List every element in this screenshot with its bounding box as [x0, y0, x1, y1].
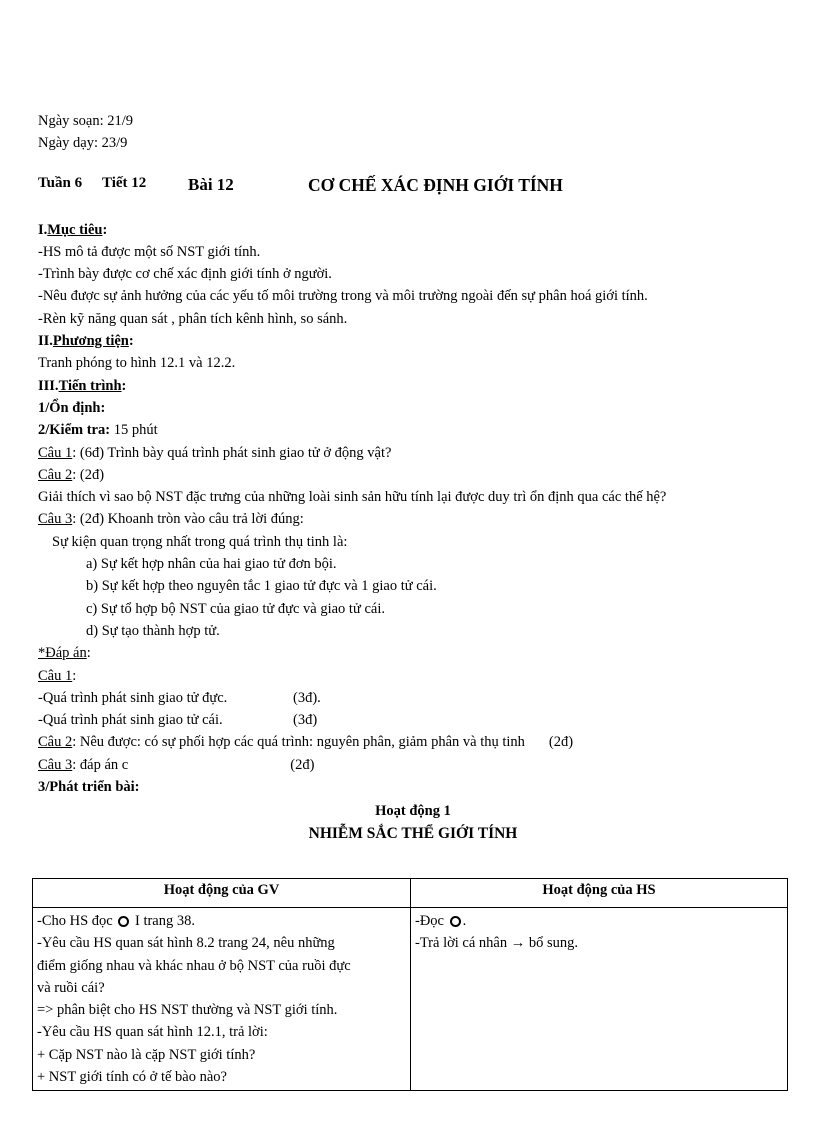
question-3-stem: Sự kiện quan trọng nhất trong quá trình thụ tinh là: — [52, 533, 348, 550]
ngay-soan: Ngày soạn: 21/9 — [38, 113, 134, 129]
gv-line: -Yêu cầu HS quan sát hình 12.1, trả lời: — [37, 1024, 268, 1041]
answer-text: -Quá trình phát sinh giao tử cái. — [38, 712, 223, 729]
answer-1-heading — [38, 665, 788, 687]
circle-symbol-icon — [118, 916, 129, 927]
table-header-row — [33, 879, 788, 908]
col-header-hs: Hoạt động của HS — [411, 879, 788, 908]
section-number: II. — [38, 333, 53, 350]
answer-score: (3đ). — [293, 689, 321, 706]
lesson-number: Bài 12 — [188, 174, 234, 194]
question-text: : (6đ) Trình bày quá trình phát sinh giao tử ở động vật? — [72, 444, 392, 461]
lesson-page — [38, 110, 788, 845]
answer-key-label: *Đáp án — [38, 645, 87, 662]
option-c: c) Sự tổ hợp bộ NST của giao tử đực và giao tử cái. — [86, 600, 385, 617]
question-label: Câu 1 — [38, 444, 73, 461]
answer-1-line-2 — [38, 709, 788, 731]
section-heading: Tiến trình — [58, 377, 122, 394]
gv-line: => phân biệt cho HS NST thường và NST giới tính. — [37, 1002, 338, 1019]
gv-line: -Yêu cầu HS quan sát hình 8.2 trang 24, nêu những — [37, 935, 335, 952]
activity-title: Hoạt động 1 — [375, 803, 451, 820]
gv-line — [37, 910, 406, 932]
answer-key-colon: : — [86, 645, 91, 662]
option-b: b) Sự kết hợp theo nguyên tắc 1 giao tử đực và 1 giao tử cái. — [86, 578, 437, 595]
answer-label: Câu 1 — [38, 667, 73, 684]
section-colon: : — [121, 377, 127, 394]
table-row — [33, 908, 788, 1091]
section-muc-tieu — [38, 219, 788, 241]
section-phuong-tien — [38, 330, 788, 352]
hs-cell — [411, 908, 788, 1091]
section-number: III. — [38, 377, 59, 394]
question-3 — [38, 508, 788, 530]
circle-symbol-icon — [450, 916, 461, 927]
section-number: I. — [38, 221, 48, 238]
option-d: d) Sự tạo thành hợp tử. — [86, 622, 220, 639]
page-title: CƠ CHẾ XÁC ĐỊNH GIỚI TÍNH — [308, 174, 563, 195]
question-label: Câu 2 — [38, 466, 73, 483]
answer-score: (2đ) — [548, 734, 574, 751]
question-2 — [38, 464, 788, 486]
kiem-tra — [38, 419, 788, 441]
title-row — [38, 175, 788, 201]
answer-2 — [38, 731, 788, 753]
hs-line-text: bổ sung. — [528, 935, 579, 952]
answer-text: : Nêu được: có sự phối hợp các quá trình: nguyên phân, giảm phân và thụ tinh — [72, 734, 525, 751]
objective-item: -Rèn kỹ năng quan sát , phân tích kênh hình, so sánh. — [38, 310, 348, 327]
materials-text: Tranh phóng to hình 12.1 và 12.2. — [38, 355, 236, 372]
objective-item: -Nêu được sự ảnh hưởng của các yếu tố môi trường trong và môi trường ngoài đến sự phân hoá giới tính. — [38, 288, 648, 305]
arrow-right-icon: → — [510, 935, 526, 952]
answer-score: (3đ) — [293, 712, 318, 729]
section-heading: Phương tiện — [52, 333, 129, 350]
objective-item: -HS mô tả được một số NST giới tính. — [38, 243, 261, 260]
section-colon: : — [102, 221, 108, 238]
hs-line — [415, 932, 783, 954]
gv-line: và ruồi cái? — [37, 979, 105, 996]
question-label: Câu 3 — [38, 511, 73, 528]
section-heading: Mục tiêu — [47, 221, 103, 238]
option-a: a) Sự kết hợp nhân của hai giao tử đơn bội. — [86, 556, 337, 573]
answer-text: : đáp án c — [72, 756, 129, 773]
gv-line-text: -Cho HS đọc — [37, 913, 113, 929]
answer-score: (2đ) — [290, 756, 315, 773]
phat-trien-bai: 3/Phát triển bài: — [38, 779, 140, 796]
week-label: Tuần 6 — [38, 174, 83, 191]
question-text: : (2đ) Khoanh tròn vào câu trả lời đúng: — [72, 511, 304, 528]
section-colon: : — [128, 333, 134, 350]
kiem-tra-label: 2/Kiểm tra: — [38, 422, 111, 439]
ngay-day: Ngày dạy: 23/9 — [38, 135, 128, 152]
objective-item: -Trình bày được cơ chế xác định giới tính ở người. — [38, 266, 332, 283]
gv-cell — [33, 908, 411, 1091]
question-1 — [38, 442, 788, 464]
answer-text: -Quá trình phát sinh giao tử đực. — [38, 689, 228, 706]
answer-label: Câu 3 — [38, 756, 73, 773]
hs-line-text: -Đọc — [415, 913, 444, 929]
answer-1-line-1 — [38, 687, 788, 709]
gv-line-text: I trang 38. — [134, 913, 195, 929]
on-dinh: 1/Ổn định: — [38, 399, 106, 416]
answer-3 — [38, 754, 788, 776]
section-tien-trinh — [38, 375, 788, 397]
activity-table — [32, 878, 788, 1091]
period-label: Tiết 12 — [102, 174, 147, 191]
hs-line — [415, 910, 783, 932]
question-2-detail: Giải thích vì sao bộ NST đặc trưng của những loài sinh sản hữu tính lại được duy trì ổn định qua các thế hệ? — [38, 489, 667, 506]
gv-line: + Cặp NST nào là cặp NST giới tính? — [37, 1046, 256, 1063]
kiem-tra-value: 15 phút — [113, 422, 158, 439]
col-header-gv: Hoạt động của GV — [33, 879, 411, 908]
answer-key-heading — [38, 642, 788, 664]
hs-line-text: -Trả lời cá nhân — [415, 935, 508, 952]
question-text: : (2đ) — [72, 466, 105, 483]
gv-line: điểm giống nhau và khác nhau ở bộ NST của ruồi đực — [37, 957, 351, 974]
answer-colon: : — [72, 667, 77, 684]
answer-label: Câu 2 — [38, 734, 73, 751]
hs-line-text: . — [462, 913, 467, 929]
gv-line: + NST giới tính có ở tế bào nào? — [37, 1069, 227, 1086]
activity-subtitle: NHIỄM SẮC THỂ GIỚI TÍNH — [308, 824, 518, 842]
